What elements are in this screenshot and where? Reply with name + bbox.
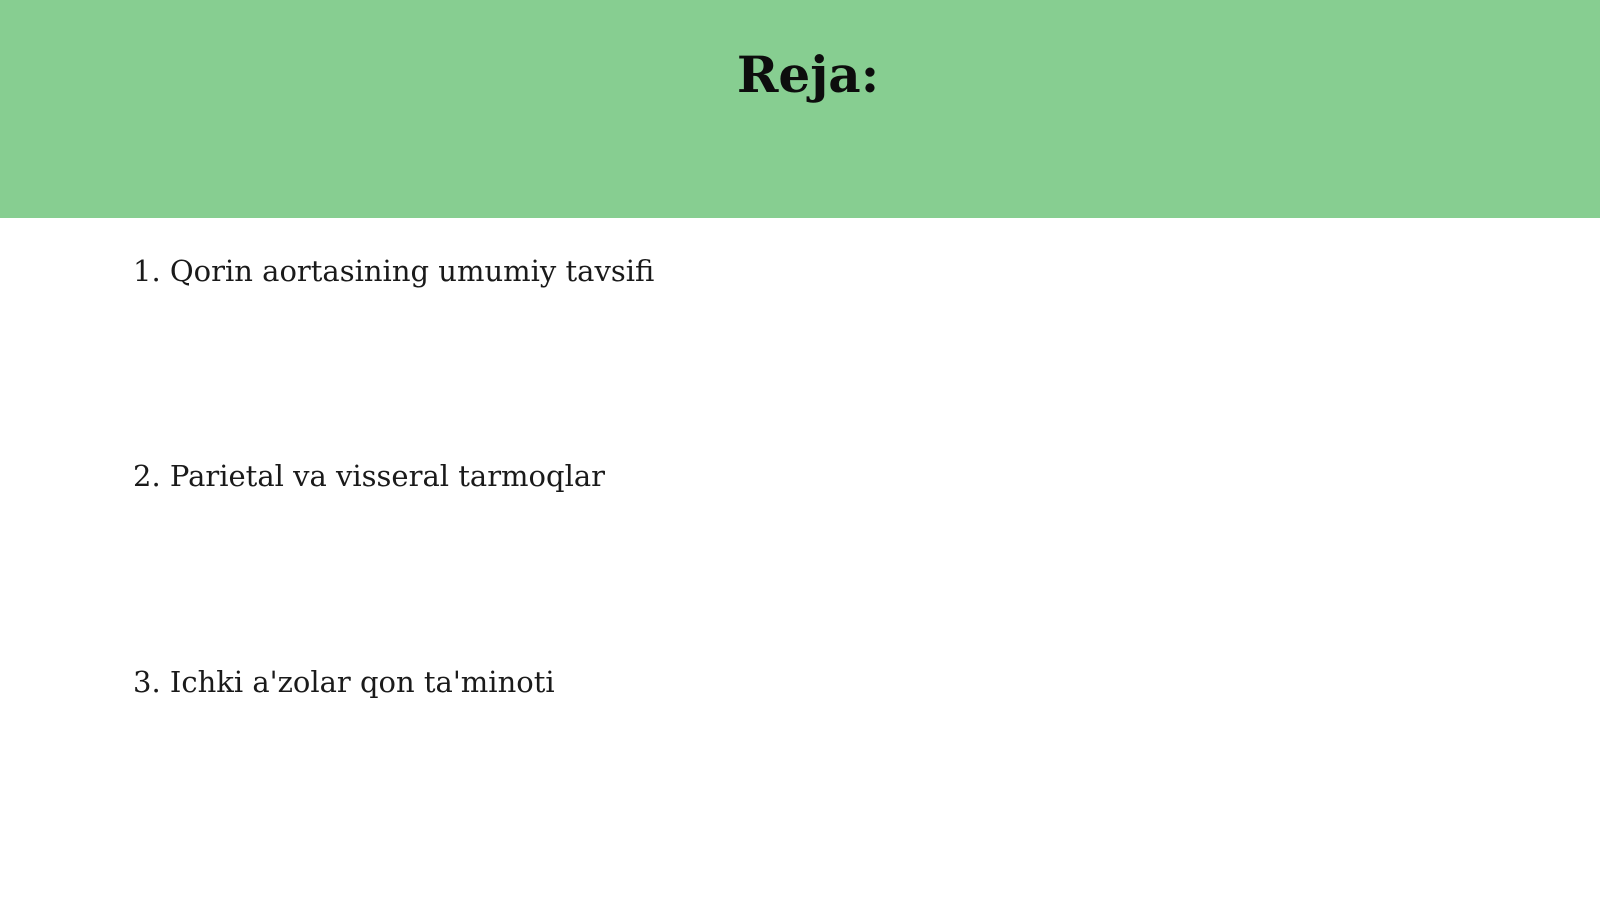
slide-title: Reja:	[736, 45, 880, 104]
agenda-item: 1. Qorin aortasining umumiy tavsifi	[133, 254, 655, 288]
agenda-item: 2. Parietal va visseral tarmoqlar	[133, 459, 606, 493]
agenda-item: 3. Ichki a'zolar qon ta'minoti	[133, 665, 555, 699]
header-band	[0, 0, 1600, 218]
